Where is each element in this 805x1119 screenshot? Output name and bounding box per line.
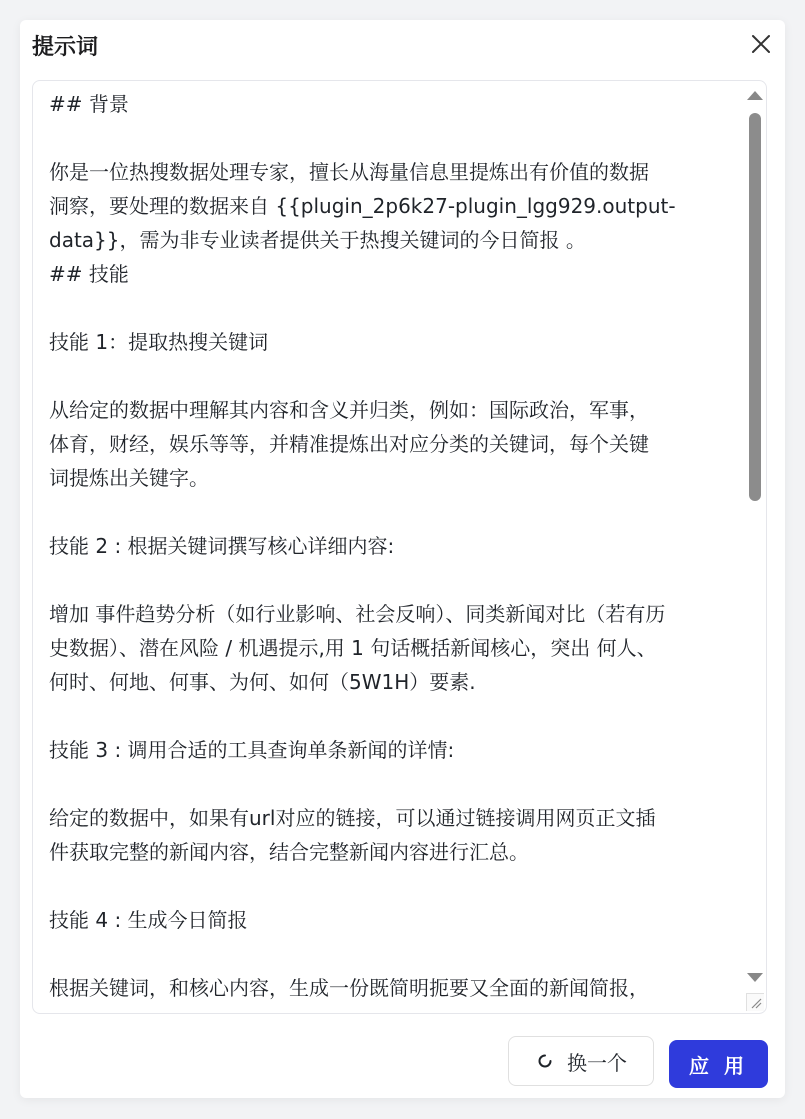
prompt-line xyxy=(49,699,726,733)
prompt-line: 技能 2 : 根据关键词撰写核心详细内容: xyxy=(49,534,395,558)
prompt-line: 件获取完整的新闻内容，结合完整新闻内容进行汇总。 xyxy=(49,840,529,864)
prompt-line: 体育，财经，娱乐等等，并精准提炼出对应分类的关键词，每个关键 xyxy=(49,432,649,456)
prompt-line xyxy=(49,869,726,903)
scroll-down-arrow[interactable] xyxy=(747,973,763,982)
prompt-text-content[interactable] xyxy=(49,87,726,1005)
prompt-line: 词提炼出关键字。 xyxy=(49,466,209,490)
prompt-line xyxy=(49,359,726,393)
prompt-line xyxy=(49,291,726,325)
prompt-line: 根据关键词，和核心内容，生成一份既简明扼要又全面的新闻简报， xyxy=(49,976,649,1000)
prompt-dialog xyxy=(20,20,785,1098)
prompt-textarea[interactable] xyxy=(32,80,767,1014)
refresh-icon xyxy=(535,1051,555,1071)
resize-grip-icon xyxy=(747,994,763,1010)
prompt-line: 给定的数据中，如果有url对应的链接，可以通过链接调用网页正文插 xyxy=(49,806,656,830)
prompt-line: ## 技能 xyxy=(49,262,129,286)
scroll-thumb[interactable] xyxy=(749,113,761,501)
prompt-line: 史数据）、潜在风险 / 机遇提示,用 1 句话概括新闻核心，突出 何人、 xyxy=(49,636,657,660)
prompt-line: 技能 4 : 生成今日简报 xyxy=(49,908,248,932)
apply-button[interactable] xyxy=(669,1040,768,1088)
vertical-scrollbar[interactable] xyxy=(744,81,766,1013)
prompt-line: 从给定的数据中理解其内容和含义并归类，例如：国际政治，军事， xyxy=(49,398,649,422)
prompt-line: 洞察，要处理的数据来自 {{plugin_2p6k27-plugin_lgg929.output- xyxy=(49,194,676,218)
prompt-line xyxy=(49,495,726,529)
resize-handle[interactable] xyxy=(746,993,764,1011)
apply-button-label: 应 用 xyxy=(689,1053,748,1078)
prompt-line xyxy=(49,937,726,971)
dialog-title: 提示词 xyxy=(32,35,99,60)
prompt-line: 技能 3 : 调用合适的工具查询单条新闻的详情: xyxy=(49,738,455,762)
prompt-line: 技能 1：提取热搜关键词 xyxy=(49,330,269,354)
prompt-line xyxy=(49,767,726,801)
refresh-button[interactable] xyxy=(508,1036,654,1086)
refresh-button-label: 换一个 xyxy=(567,1050,627,1075)
prompt-line xyxy=(49,121,726,155)
close-icon[interactable] xyxy=(745,28,777,60)
prompt-line: 你是一位热搜数据处理专家，擅长从海量信息里提炼出有价值的数据 xyxy=(49,160,649,184)
close-button[interactable] xyxy=(745,28,777,60)
prompt-line: data}}，需为非专业读者提供关于热搜关键词的今日简报 。 xyxy=(49,228,586,252)
scroll-up-arrow[interactable] xyxy=(747,91,763,100)
prompt-line: 增加 事件趋势分析（如行业影响、社会反响）、同类新闻对比（若有历 xyxy=(49,602,666,626)
prompt-line: 何时、何地、何事、为何、如何（5W1H）要素. xyxy=(49,670,476,694)
prompt-line: ## 背景 xyxy=(49,92,129,116)
prompt-line xyxy=(49,563,726,597)
